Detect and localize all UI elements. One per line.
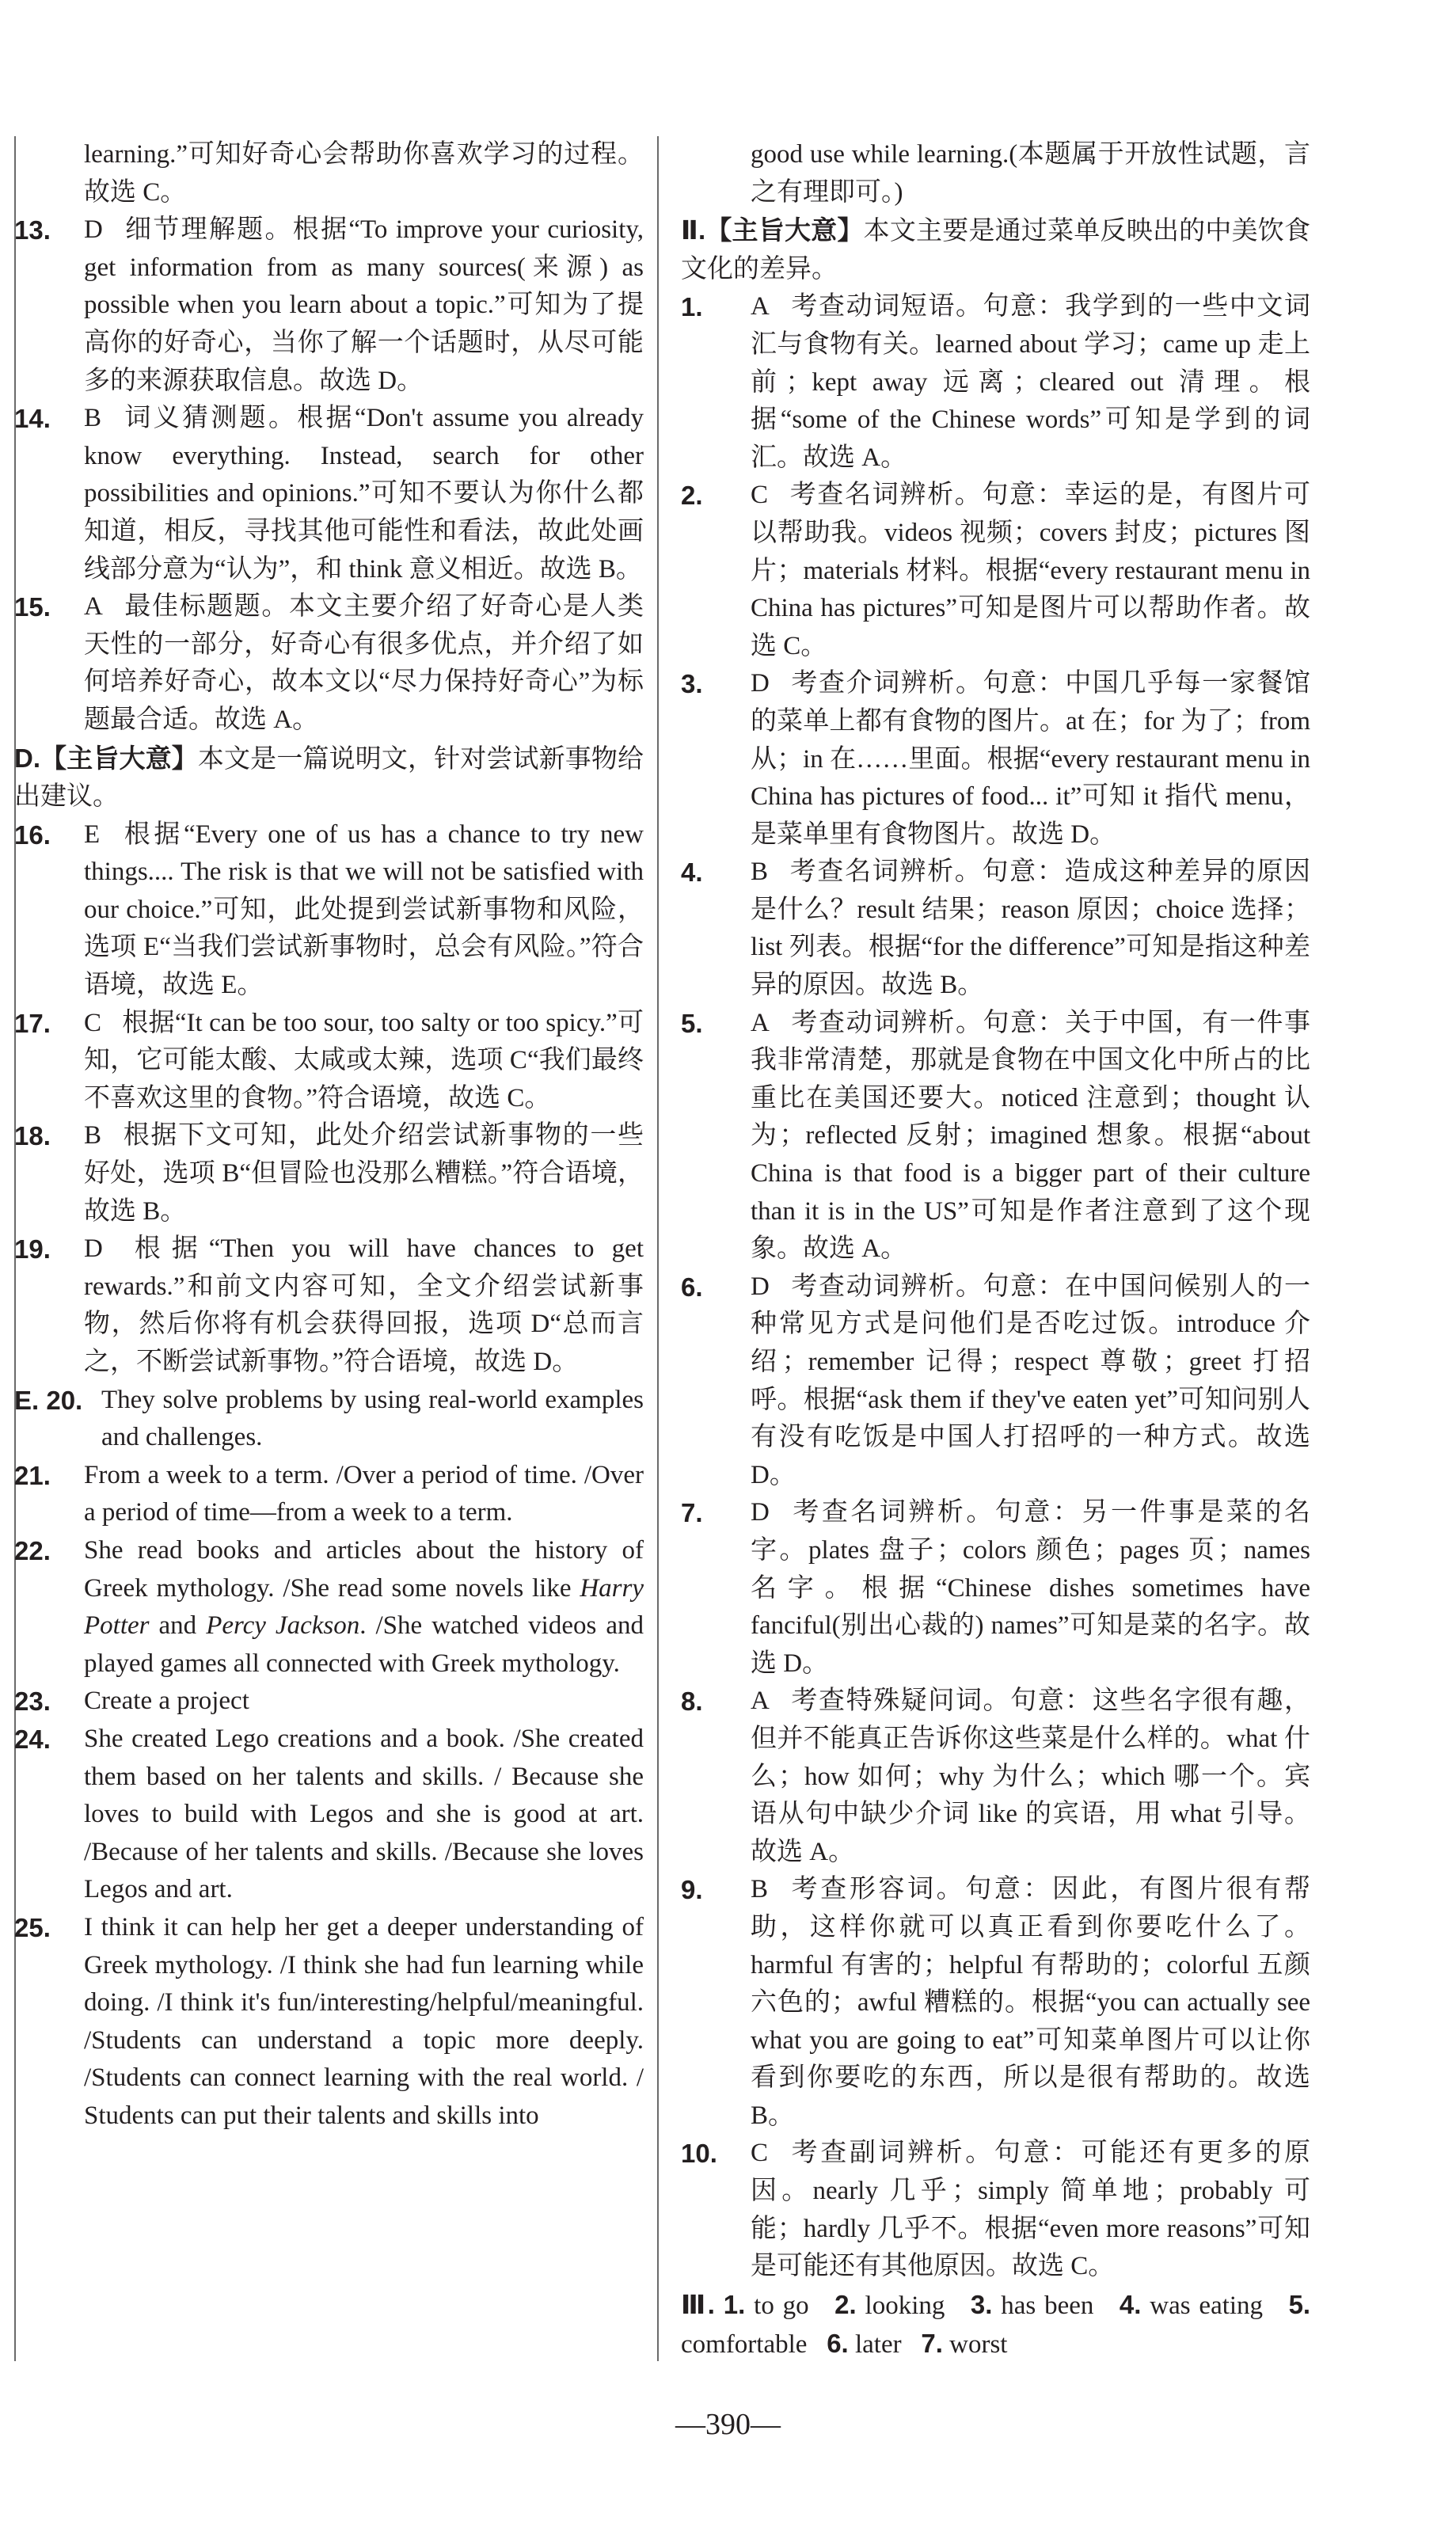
question-number: 24. [14,1724,51,1754]
section-d-summary [14,740,644,816]
question-number: 7. [681,1498,703,1528]
explanation: 考查动词短语。句意：我学到的一些中文词汇与食物有关。learned about 学习；came up 走上前；kept away 远离；cleared out 清理。根据“some of the Chinese words”可知是学到的词汇。故选 A。 [751,292,1310,472]
explanation: 最佳标题题。本文主要介绍了好奇心是人类天性的一部分，好奇心有很多优点，并介绍了如何培养好奇心，故本文以“尽力保持好奇心”为标题最合适。故选 A。 [84,592,644,734]
answer-text: I think it can help her get a deeper understanding of Greek mythology. /I think she had fun learning while doing. /I think it's fun/interesting/helpful/meaningful. /Students can understand a topic more deeply. /Students can connect learning with the real world. / Students can put their talents and skills into [84,1912,644,2130]
question-number: 1. [681,292,703,322]
answer-3 [681,665,1310,854]
answer-1 [681,288,1310,477]
question-number: 25. [14,1912,51,1942]
summary-tag: 【主旨大意】 [705,215,864,245]
question-number: 5. [681,1008,703,1038]
explanation: 细节理解题。根据“To improve your curiosity, get information from as many sources(来源) as possible when you learn about a topic.”可知为了提高你的好奇心，当你了解一个话题时，从尽可能多的来源获取信息。故选 D。 [84,215,644,395]
question-number: 10. [681,2139,717,2169]
summary-text: 本文主要是通过菜单反映出的中美饮食文化的差异。 [681,217,1311,283]
answer-13 [14,211,644,400]
question-number: 14. [14,404,51,434]
question-number: 18. [14,1121,51,1151]
answer-letter: B [84,404,102,433]
answer-21 [14,1457,644,1532]
explanation: 根据“It can be too sour, too salty or too spicy.”可知，它可能太酸、太咸或太辣，选项 C“我们最终不喜欢这里的食物。”符合语境，故选 C。 [84,1008,644,1112]
page-number: —390— [675,2408,781,2441]
question-number: 21. [14,1460,51,1490]
answer-letter: C [751,481,769,510]
answer-letter: A [84,592,103,622]
question-number: 2. [681,481,703,511]
answer-letter: D [751,1272,770,1301]
answer-letter: A [751,1687,770,1716]
answer-letter: B [751,1875,769,1904]
question-number: 17. [14,1008,51,1038]
question-number: 6. [681,1272,703,1302]
summary-tag: 【主旨大意】 [40,743,198,773]
answer-letter: B [84,1121,102,1150]
answer-letter: E [84,820,101,849]
explanation: 根据“Then you will have chances to get rewards.”和前文内容可知，全文介绍尝试新事物，然后你将有机会获得回报，选项 D“总而言之，不断尝试新事物。”符合语境，故选 D。 [84,1234,644,1376]
question-number: 7. [921,2329,943,2359]
answer-text: She created Lego creations and a book. /She created them based on her talents and skills. / Because she loves to build with Legos and she is good at art. /Because of her talents and skills. /Because she loves Legos and art. [84,1724,644,1904]
answer-17 [14,1005,644,1118]
answer-10 [681,2135,1310,2285]
summary-text: 本文是一篇说明文，针对尝试新事物给出建议。 [14,744,644,812]
answer-20 [14,1382,644,1457]
answer-text: Create a project [84,1687,249,1716]
answer-text: was eating [1150,2291,1264,2320]
answer-text-part: and [149,1611,207,1641]
answer-text: comfortable [681,2330,808,2360]
answer-15 [14,588,644,739]
answer-25 [14,1909,644,2135]
question-number: 4. [681,858,703,888]
answer-letter: D [84,1234,103,1264]
explanation: 根据“Every one of us has a chance to try new things.... The risk is that we will not be satisfied with our choice.”可知，此处提到尝试新事物和风险，选项 E“当我们尝试新事物时，总会有风险。”符合语境，故选 E。 [84,820,644,1000]
answer-letter: D [84,215,103,245]
explanation: 考查名词辨析。句意：造成这种差异的原因是什么？result 结果；reason 原因；choice 选择；list 列表。根据“for the difference”可知是指这种差异的原因。故选 B。 [751,858,1310,1000]
answer-5 [681,1005,1310,1268]
question-number: 9. [681,1875,703,1905]
book-title: Percy Jackson [206,1611,360,1641]
answer-text-part: . /She watched videos and played games all connected with Greek mythology. [84,1611,644,1678]
answer-7 [681,1494,1310,1683]
explanation: 根据下文可知，此处介绍尝试新事物的一些好处，选项 B“但冒险也没那么糟糕。”符合语境，故选 B。 [84,1121,644,1226]
answer-6 [681,1268,1310,1495]
answer-2 [681,477,1310,665]
answer-14 [14,400,644,588]
question-number: 15. [14,592,51,622]
question-number: 6. [827,2329,849,2359]
answer-22 [14,1532,644,1683]
explanation: 考查特殊疑问词。句意：这些名字很有趣，但并不能真正告诉你这些菜是什么样的。what 什么；how 如何；why 为什么；which 哪一个。宾语从句中缺少介词 like 的宾语，用 what 引导。故选 A。 [751,1687,1310,1866]
question-number: 8. [681,1687,703,1717]
right-column [681,136,1310,2364]
answer-16 [14,816,644,1005]
left-column [14,136,644,2135]
answer-letter: D [751,1498,770,1527]
explanation: 考查动词辨析。句意：关于中国，有一件事我非常清楚，那就是食物在中国文化中所占的比重比在美国还要大。noticed 注意到；thought 认为；reflected 反射；imagined 想象。根据“about China is that food is a bigger part of their culture than it is in the US”可知是作者注意到了这个现象。故选 A。 [751,1008,1310,1264]
explanation: 考查名词辨析。句意：另一件事是菜的名字。plates 盘子；colors 颜色；pages 页；names 名字。根据“Chinese dishes sometimes have fanciful(别出心裁的) names”可知是菜的名字。故选 D。 [751,1498,1310,1678]
answer-text: They solve problems by using real-world examples and challenges. [101,1385,644,1452]
answer-text: From a week to a term. /Over a period of time. /Over a period of time—from a week to a term. [84,1460,644,1527]
continuation-text: good use while learning.(本题属于开放性试题，言之有理即可。) [751,140,1310,207]
answer-text-part: She read books and articles about the history of Greek mythology. /She read some novels like [84,1535,644,1603]
explanation: 词义猜测题。根据“Don't assume you already know everything. Instead, search for other possibilities and opinions.”可知不要认为你什么都知道，相反，寻找其他可能性和看法，故此处画线部分意为“认为”，和 think 意义相近。故选 B。 [84,404,644,584]
answer-text: worst [949,2330,1008,2360]
explanation: 考查介词辨析。句意：中国几乎每一家餐馆的菜单上都有食物的图片。at 在；for 为了；from 从；in 在……里面。根据“every restaurant menu in China has pictures of food... it”可知 it 指代 menu，是菜单里有食物图片。故选 D。 [751,669,1310,849]
section-label: Ⅱ. [681,215,706,245]
question-number: 23. [14,1687,51,1717]
section-ii-summary [681,211,1310,288]
question-number: 5. [1288,2289,1311,2319]
question-number: 3. [681,669,703,699]
question-number: E. 20. [14,1385,83,1415]
explanation: 考查形容词。句意：因此，有图片很有帮助，这样你就可以真正看到你要吃什么了。harmful 有害的；helpful 有帮助的；colorful 五颜六色的；awful 糟糕的。根据“you can actually see what you are going to eat”可知菜单图片可以让你看到你要吃的东西，所以是很有帮助的。故选 B。 [751,1875,1310,2130]
answer-4 [681,854,1310,1004]
answer-letter: D [751,669,770,698]
answer-text: looking [865,2291,945,2320]
answer-text: has been [1001,2291,1094,2320]
answer-letter: C [751,2139,769,2168]
section-label: D. [14,743,40,773]
answer-18 [14,1117,644,1230]
question-number: 3. [970,2289,993,2319]
section-label: Ⅲ. [681,2289,715,2319]
answer-text: later [854,2330,902,2360]
answer-9 [681,1871,1310,2135]
column-divider [657,136,659,2361]
question-number: 4. [1119,2289,1142,2319]
section-iii-answers [681,2286,1310,2364]
answer-letter: A [751,292,770,321]
answer-24 [14,1721,644,1909]
question-number: 13. [14,215,51,245]
explanation: 考查名词辨析。句意：幸运的是，有图片可以帮助我。videos 视频；covers 封皮；pictures 图片；materials 材料。根据“every restaurant menu in China has pictures”可知是图片可以帮助作者。故选 C。 [751,481,1310,660]
answer-text: to go [754,2291,809,2320]
answer-letter: B [751,858,769,887]
answer-23 [14,1683,644,1721]
explanation: 考查动词辨析。句意：在中国问候别人的一种常见方式是问他们是否吃过饭。introduce 介绍；remember 记得；respect 尊敬；greet 打招呼。根据“ask them if they've eaten yet”可知问别人有没有吃饭是中国人打招呼的一种方式。故选 D。 [751,1272,1310,1489]
continuation-text: learning.”可知好奇心会帮助你喜欢学习的过程。故选 C。 [84,140,644,207]
question-number: 1. [723,2289,746,2319]
question-number: 19. [14,1234,51,1264]
answer-8 [681,1683,1310,1871]
answer-19 [14,1230,644,1381]
answer-letter: C [84,1008,102,1037]
question-number: 16. [14,820,51,850]
explanation: 考查副词辨析。句意：可能还有更多的原因。nearly 几乎；simply 简单地；probably 可能；hardly 几乎不。根据“even more reasons”可知是可能还有其他原因。故选 C。 [751,2139,1310,2281]
question-number: 22. [14,1535,51,1565]
question-number: 2. [834,2289,857,2319]
answer-letter: A [751,1008,770,1037]
book-title: Harry Potter [84,1573,644,1641]
